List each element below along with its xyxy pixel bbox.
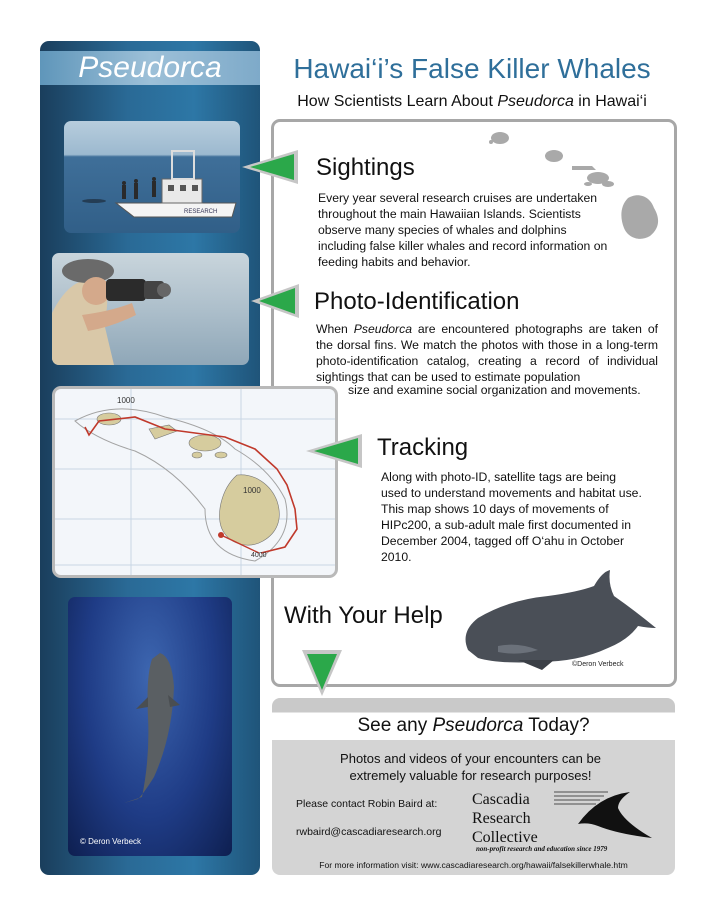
- photo-id-title: Photo-Identification: [314, 288, 520, 315]
- help-down-arrow: [300, 648, 344, 698]
- help-prompt: See any Pseudorca Today?: [357, 715, 590, 736]
- tracking-body: Along with photo-ID, satellite tags are being used to understand movements and habitat use. This map shows 10 days of movements of HIPc200, a sub-adult male first documented in December 2004, tagged off O‘ahu in October 2010.: [381, 470, 642, 564]
- photo-id-pointer-arrow: [249, 282, 301, 320]
- map-depth-label-mid: 1000: [243, 486, 261, 495]
- tracking-map: [52, 386, 338, 578]
- sightings-pointer-arrow: [240, 148, 300, 188]
- cascadia-logo-icon: [548, 786, 658, 842]
- whale-underwater-icon: [68, 597, 232, 856]
- photographer-photo: [52, 253, 249, 365]
- help-line-2: extremely valuable for research purposes!: [349, 768, 592, 783]
- more-info-link[interactable]: For more information visit: www.cascadiaresearch.org/hawaii/falsekillerwhale.htm: [319, 860, 628, 870]
- org-name-line-1: Cascadia: [472, 791, 530, 808]
- page-subtitle: How Scientists Learn About Pseudorca in Hawai‘i: [297, 93, 647, 110]
- help-line-1: Photos and videos of your encounters can be: [340, 751, 601, 766]
- help-title: With Your Help: [284, 602, 443, 629]
- underwater-whale-photo: [68, 597, 232, 856]
- sightings-photo: [64, 121, 240, 233]
- sightings-title: Sightings: [316, 154, 415, 181]
- underwater-photo-credit: © Deron Verbeck: [80, 837, 142, 846]
- photo-id-body: When Pseudorca are encountered photographs are taken of the dorsal fins. We match the photos with those in a long-term photo-identification catalog, creating a record of individual sightings that can be used to estimate population: [316, 322, 658, 384]
- org-name-line-2: Research: [472, 810, 531, 827]
- org-name: [472, 790, 538, 847]
- boat-label: RESEARCH: [184, 209, 218, 215]
- map-depth-label-top: 1000: [117, 396, 135, 405]
- org-tagline: non-profit research and education since 1979: [476, 845, 608, 853]
- tracking-map-graphic: [55, 389, 335, 575]
- contact-label: Please contact Robin Baird at:: [296, 798, 438, 810]
- sidebar-title: Pseudorca: [78, 51, 222, 84]
- contact-email[interactable]: rwbaird@cascadiaresearch.org: [296, 826, 442, 838]
- research-boat-icon: [64, 121, 240, 233]
- photo-id-body-tail: size and examine social organization and movements.: [348, 383, 641, 397]
- tracking-title: Tracking: [377, 434, 469, 461]
- whale-photo-credit: ©Deron Verbeck: [572, 661, 624, 668]
- tracking-pointer-arrow: [304, 432, 364, 472]
- map-depth-label-bottom: 4000: [251, 552, 267, 559]
- false-killer-whale-icon: [458, 566, 663, 672]
- camera-photographer-icon: [52, 253, 249, 365]
- sightings-body: Every year several research cruises are undertaken throughout the main Hawaiian Islands. Scientists observe many species of whales and dolphins including false killer whales and record information on feeding habits and behavior.: [318, 191, 608, 269]
- org-name-line-3: Collective: [472, 829, 538, 846]
- page-title: Hawai‘i’s False Killer Whales: [293, 53, 651, 84]
